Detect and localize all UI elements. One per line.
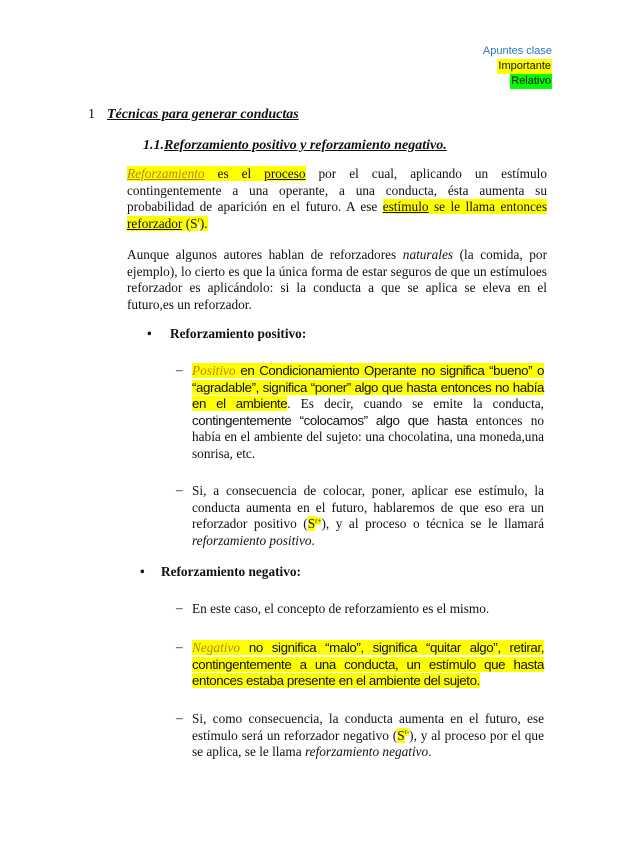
para1-text-3: se le llama entonces (428, 199, 547, 214)
para1-text-4: (S (182, 215, 198, 231)
heading1-title: Técnicas para generar conductas (107, 107, 299, 122)
item-reforzador-positivo (192, 483, 544, 549)
heading2 (143, 138, 447, 154)
para1-text-2: por el cual, aplicando un estímulo contingentemente a una operante, a una conducta, ésta aumenta su probabilidad de aparición en el futuro. A ese (127, 166, 547, 214)
item1-text-1: en Condicionamiento Operante no significa “bueno” o “agradable”, significa “poner” algo que hasta entonces no había en el ambiente (192, 363, 544, 411)
para1-text-5: ). (199, 215, 208, 231)
item5-superscript: r- (404, 728, 410, 737)
item1-text-2: . Es decir, cuando se emite la conducta, (287, 396, 544, 411)
item5-symbol: S (397, 727, 405, 743)
item1-text-3: contingentemente “colocamos” algo que hasta (192, 412, 468, 428)
paragraph-natural-reinforcers (127, 247, 547, 313)
term-reforzamiento: Reforzamiento (127, 166, 205, 181)
paragraph-definition (127, 166, 547, 232)
term-reforzamiento-negativo: reforzamiento negativo (304, 744, 429, 759)
bullet1-symbol: • (147, 326, 152, 341)
item-negativo (192, 640, 544, 690)
term-proceso: proceso (264, 166, 306, 181)
item5-dash: – (176, 710, 183, 725)
item3-dash: – (176, 600, 183, 615)
term-negativo: Negativo (192, 640, 241, 655)
item2-symbol: S (307, 516, 316, 531)
item2-text-1: Si, a consecuencia de colocar, poner, aplicar ese estímulo, la conducta aumenta en el futuro, hablaremos de que eso era un reforzador positivo ( (192, 483, 544, 531)
bullet2-symbol: • (140, 564, 145, 579)
item2-text-3: . (311, 532, 315, 548)
term-reforzador: reforzador (127, 215, 183, 231)
item5-text-3: . (428, 744, 432, 759)
heading2-number: 1.1. (143, 138, 164, 153)
legend-apuntes: Apuntes clase (482, 45, 552, 57)
para1-text-1: es el (204, 166, 265, 181)
term-naturales: naturales (402, 247, 454, 262)
item2-superscript: r+ (315, 516, 322, 525)
item2-dash: – (176, 482, 183, 497)
heading1-number: 1 (88, 107, 95, 122)
item1-dash: – (176, 362, 183, 377)
item4-dash: – (176, 639, 183, 654)
item2-text-2: ), y al proceso o técnica se le llamará (321, 516, 544, 531)
item-positivo (192, 363, 544, 462)
bullet2-label: Reforzamiento negativo: (161, 564, 301, 579)
item4-text-1: no significa “malo”, significa “quitar algo”, retirar, contingentemente a una conducta, un estímulo que hasta entonces estaba presente en el ambiente del sujeto. (192, 640, 544, 688)
item5-text-2: ), y al proceso por el que se aplica, se le llama (192, 727, 544, 759)
heading2-title: Reforzamiento positivo y reforzamiento negativo. (164, 138, 447, 153)
item5-text-1: Si, como consecuencia, la conducta aumenta en el futuro, ese estímulo será un reforzador negativo ( (192, 711, 544, 743)
item-reforzador-negativo (192, 711, 544, 761)
bullet1-label: Reforzamiento positivo: (170, 326, 307, 341)
legend-relativo: Relativo (511, 75, 551, 87)
para2-text-2: (la comida, por ejemplo), lo cierto es que la única forma de estar seguros de que un estímuloes reforzador es aplicándolo: si la conducta a que se aplica se eleva en el futuro,es un reforzador. (127, 247, 547, 312)
legend-importante: Importante (498, 60, 551, 72)
para1-superscript: r (197, 216, 200, 225)
item-mismo-concepto: En este caso, el concepto de reforzamiento es el mismo. (192, 601, 490, 616)
term-estimulo: estímulo (382, 199, 429, 214)
para2-text-1: Aunque algunos autores hablan de reforzadores (127, 247, 403, 262)
term-reforzamiento-positivo: reforzamiento positivo (192, 532, 312, 548)
item1-text-4: entonces no había en el ambiente del sujeto: una chocolatina, una moneda,una sonrisa, etc. (192, 412, 545, 461)
color-legend (483, 44, 552, 89)
term-positivo: Positivo (192, 363, 236, 378)
